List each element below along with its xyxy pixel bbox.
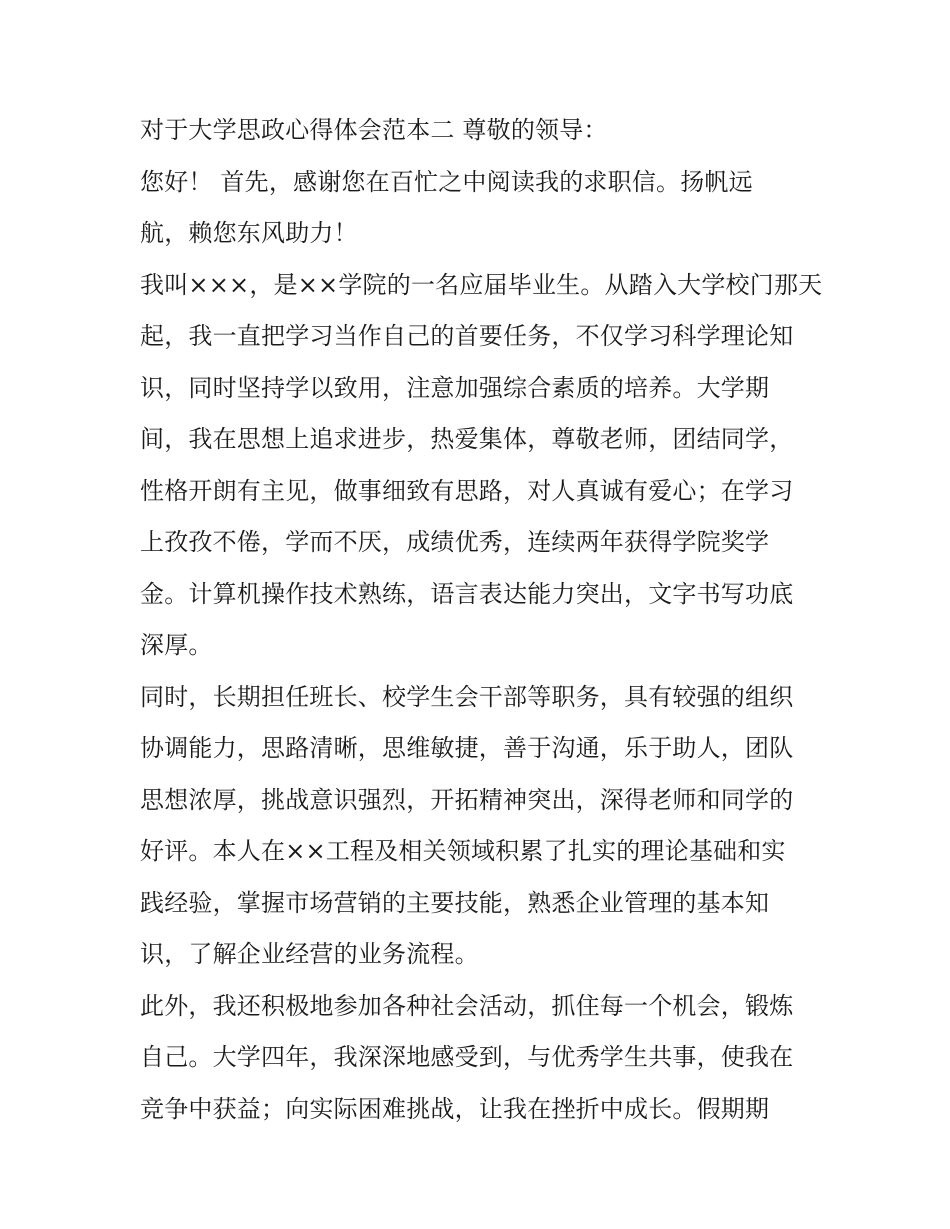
- text-line: 同时，长期担任班长、校学生会干部等职务，具有较强的组织: [140, 682, 794, 711]
- text-line: 协调能力，思路清晰，思维敏捷，善于沟通，乐于助人，团队: [140, 734, 794, 762]
- title-line: 对于大学思政心得体会范本二 尊敬的领导：: [140, 116, 608, 144]
- text-line: 起，我一直把学习当作自己的首要任务，不仅学习科学理论知: [140, 322, 794, 350]
- text-line: 好评。本人在××工程及相关领域积累了扎实的理论基础和实: [140, 837, 786, 865]
- text-line: 识，了解企业经营的业务流程。: [140, 940, 479, 968]
- document-body: [140, 105, 823, 1135]
- text-line: 金。计算机操作技术熟练，语言表达能力突出，文字书写功底: [140, 579, 794, 608]
- text-line: 自己。大学四年，我深深地感受到，与优秀学生共事，使我在: [140, 1043, 794, 1071]
- text-line: 性格开朗有主见，做事细致有思路，对人真诚有爱心；在学习: [140, 476, 794, 505]
- text-line: 航，赖您东风助力！: [140, 219, 358, 247]
- text-line: 上孜孜不倦，学而不厌，成绩优秀，连续两年获得学院奖学: [140, 528, 770, 556]
- text-line: 识，同时坚持学以致用，注意加强综合素质的培养。大学期: [140, 373, 770, 402]
- text-line: 思想浓厚，挑战意识强烈，开拓精神突出，深得老师和同学的: [140, 785, 794, 814]
- text-line: 我叫×××，是××学院的一名应届毕业生。从踏入大学校门那天: [140, 270, 823, 299]
- text-line: 竞争中获益；向实际困难挑战，让我在挫折中成长。假期期: [140, 1094, 770, 1123]
- text-line: 间，我在思想上追求进步，热爱集体，尊敬老师，团结同学，: [140, 425, 794, 453]
- text-line: 此外，我还积极地参加各种社会活动，抓住每一个机会，锻炼: [140, 991, 794, 1020]
- text-line: 您好！ 首先，感谢您在百忙之中阅读我的求职信。扬帆远: [140, 167, 753, 196]
- text-line: 深厚。: [140, 631, 213, 659]
- text-line: 践经验，掌握市场营销的主要技能，熟悉企业管理的基本知: [140, 888, 770, 917]
